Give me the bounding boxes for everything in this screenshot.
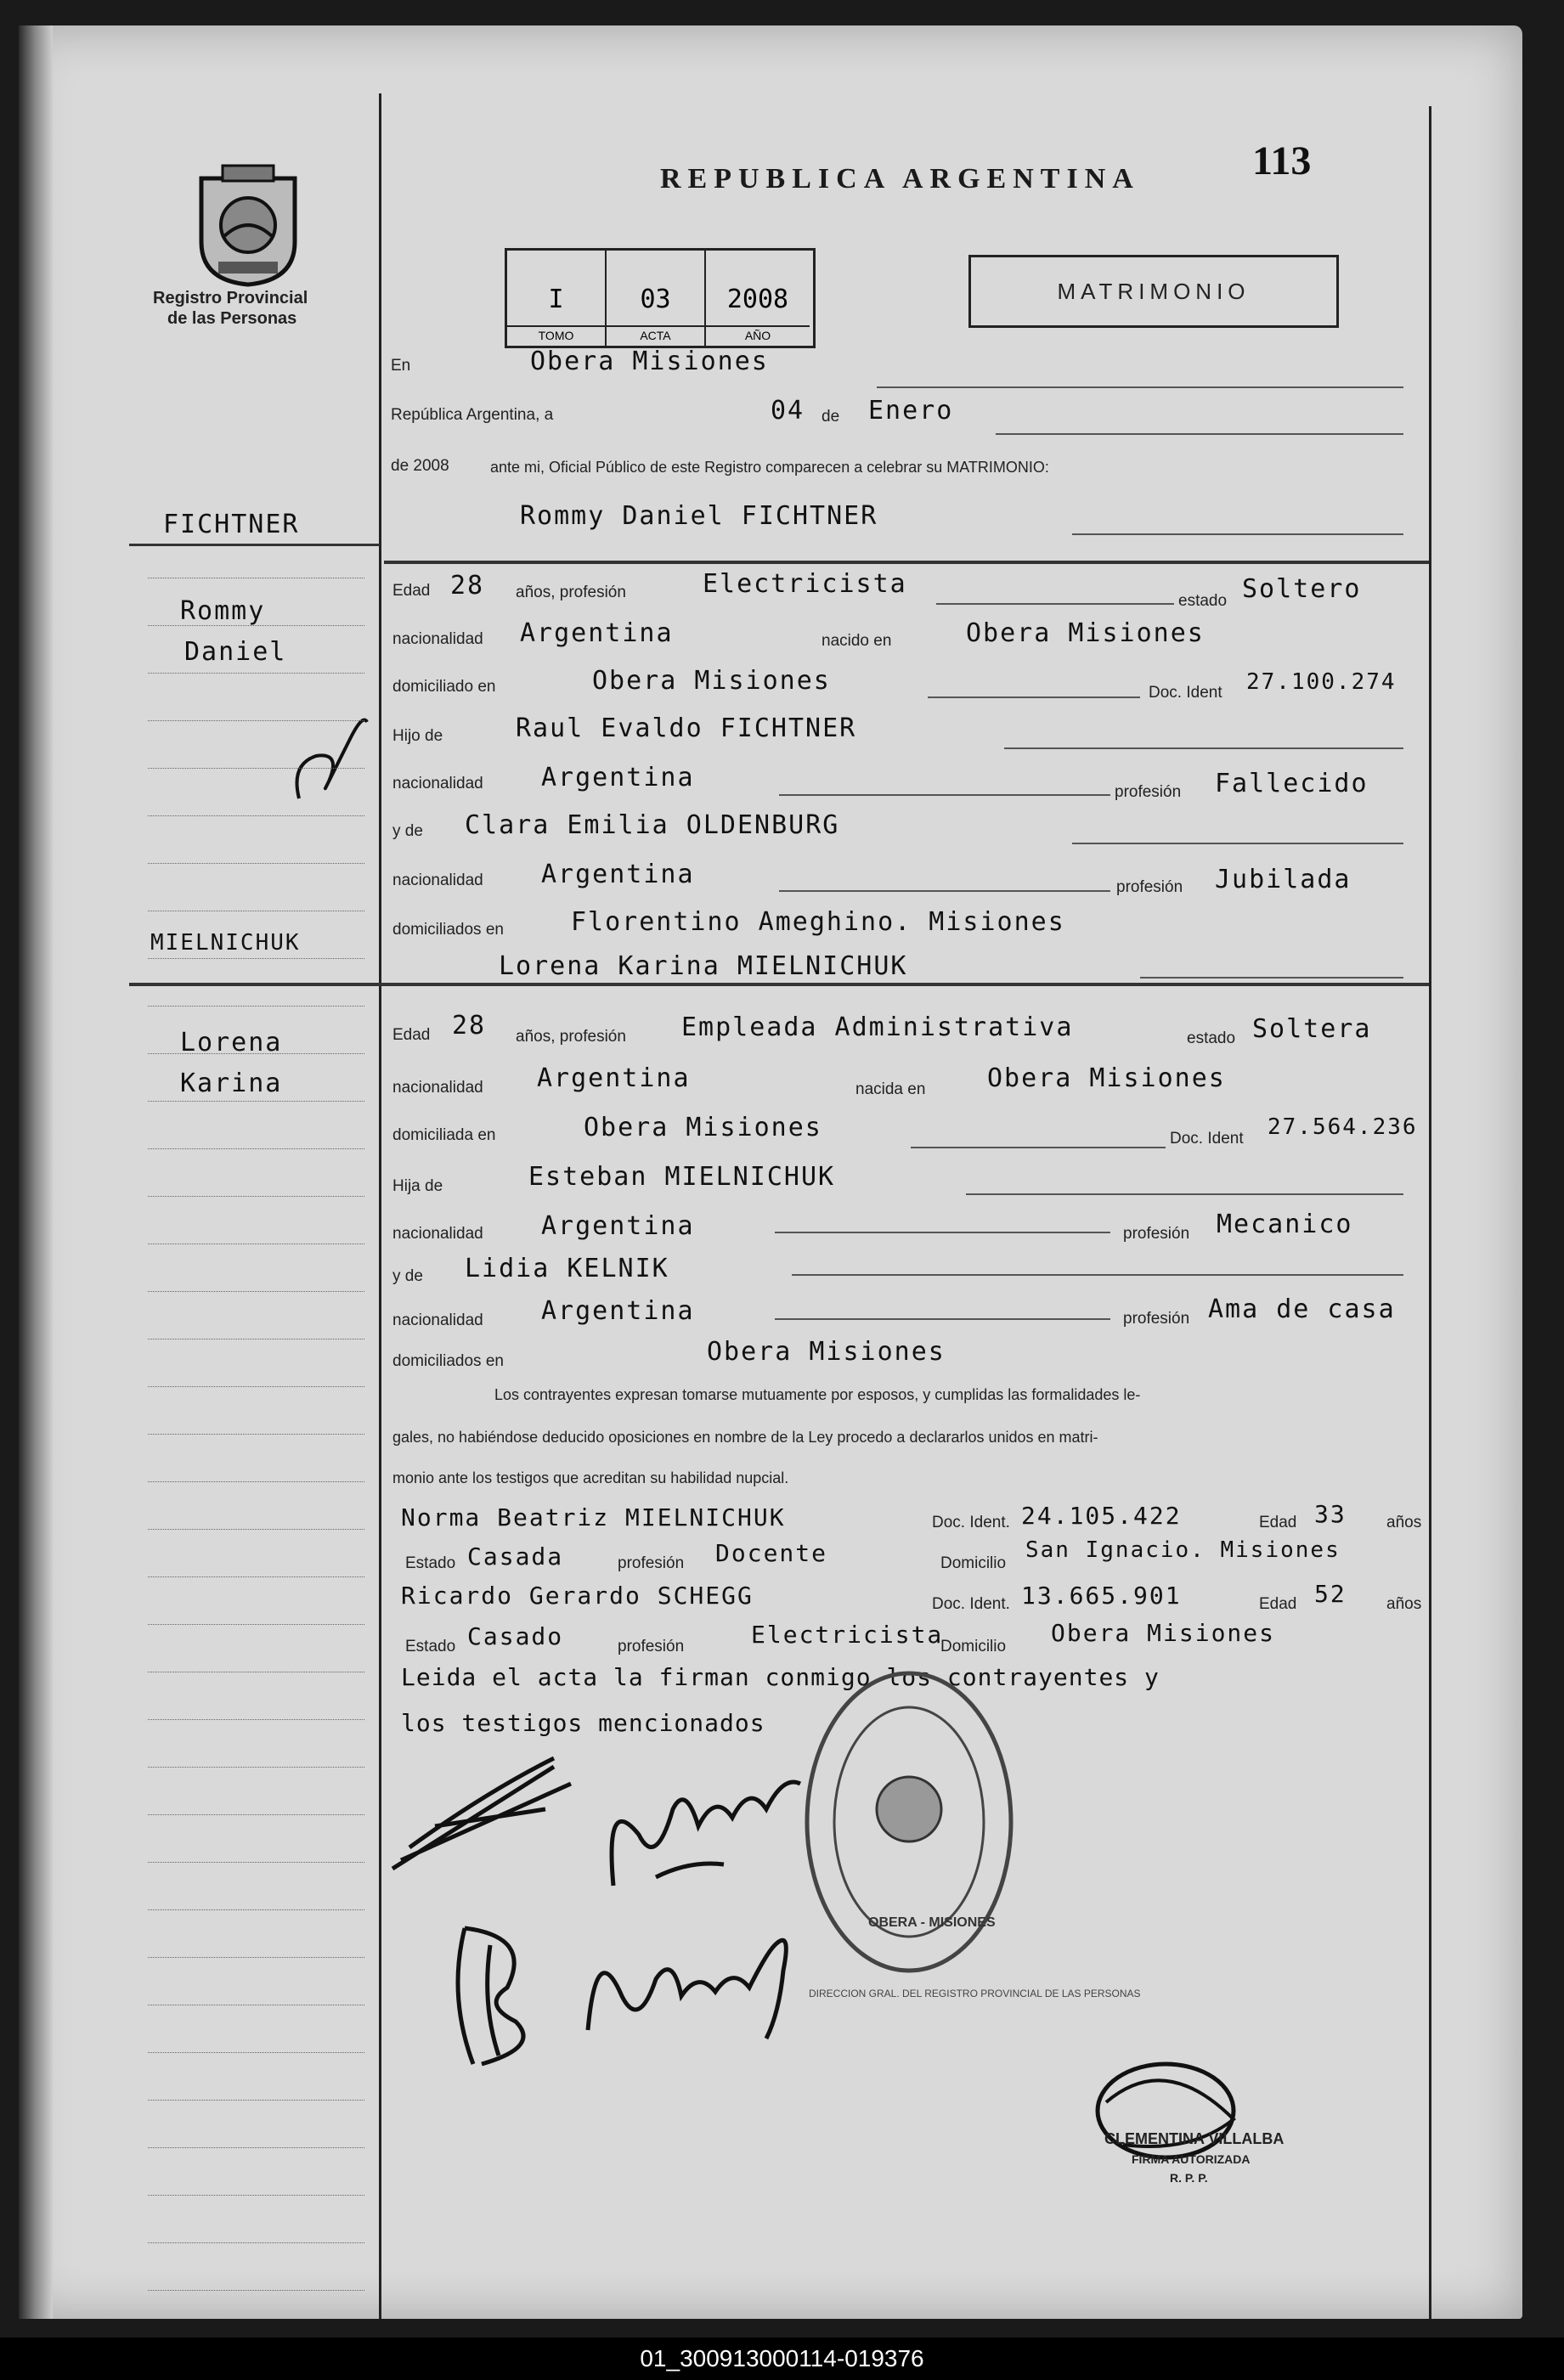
groom-mother-nac-label: nacionalidad (392, 871, 483, 889)
bride-age: 28 (452, 1011, 487, 1041)
witness1-profession: Docente (715, 1539, 828, 1567)
intro-place: Obera Misiones (530, 347, 769, 376)
bride-father: Esteban MIELNICHUK (528, 1162, 836, 1192)
ruling-line (148, 625, 364, 626)
bride-mother-profession: Ama de casa (1208, 1294, 1396, 1324)
intro-month: Enero (868, 396, 954, 426)
ruling-line (148, 1386, 364, 1387)
document-title: REPUBLICA ARGENTINA (660, 163, 1140, 195)
groom-yde-label: y de (392, 822, 423, 840)
ruling-line (148, 2242, 364, 2243)
witness2-age: 52 (1314, 1580, 1347, 1608)
official-stamp (799, 1665, 1019, 1979)
ruling-line (148, 2052, 364, 2053)
bride-father-nac-label: nacionalidad (392, 1225, 483, 1243)
witness1-anos-label: años (1386, 1514, 1422, 1531)
groom-doms-label: domiciliados en (392, 921, 504, 939)
crossed-signature (384, 1733, 596, 1886)
officer-title: FIRMA AUTORIZADA (1132, 2152, 1251, 2166)
groom-nacido-label: nacido en (822, 632, 892, 650)
groom-father: Raul Evaldo FICHTNER (516, 713, 857, 743)
witness2-signature (431, 1911, 558, 2081)
ruling-line (148, 1148, 364, 1149)
ruling-line (148, 1957, 364, 1958)
bride-father-profession: Mecanico (1217, 1210, 1353, 1239)
record-type-box: MATRIMONIO (968, 255, 1339, 328)
ruling-line (148, 1624, 364, 1625)
ruling-line (148, 1719, 364, 1720)
bride-yde-label: y de (392, 1267, 423, 1285)
bride-doc-label: Doc. Ident (1170, 1130, 1244, 1148)
ruling-line (148, 1196, 364, 1197)
year-label: de 2008 (391, 457, 449, 475)
groom-nac-label: nacionalidad (392, 630, 483, 648)
groom-estado-label: estado (1178, 592, 1228, 610)
groom-father-profession: Fallecido (1215, 769, 1369, 798)
witness2-prof-label: profesión (618, 1638, 685, 1655)
witness1-domicilio-label: Domicilio (940, 1554, 1007, 1572)
intro-text: ante mi, Oficial Público de este Registro comparecen a celebrar su MATRIMONIO: (490, 459, 1049, 476)
ruling-line (148, 1529, 364, 1530)
groom-dom-label: domiciliado en (392, 678, 496, 696)
witness1-estado-label: Estado (405, 1554, 456, 1572)
closing-line2: los testigos mencionados (401, 1709, 765, 1737)
intro-day: 04 (771, 396, 805, 426)
witness1-name: Norma Beatriz MIELNICHUK (401, 1503, 786, 1531)
margin-bride-surname: MIELNICHUK (150, 930, 301, 956)
ruling-line (148, 1481, 364, 1482)
registry-name-2: de las Personas (167, 309, 297, 328)
groom-parents-domicile: Florentino Ameghino. Misiones (571, 907, 1065, 937)
bride-mother: Lidia KELNIK (465, 1254, 669, 1283)
officer-name: CLEMENTINA VILLALBA (1104, 2130, 1285, 2147)
ruling-line (148, 2100, 364, 2101)
declaration-line3: monio ante los testigos que acreditan su habilidad nupcial. (392, 1469, 789, 1486)
bride-prof-label: años, profesión (516, 1028, 626, 1046)
witness1-edad-label: Edad (1259, 1514, 1297, 1531)
officer-office: R. P. P. (1170, 2171, 1208, 2185)
witness2-doc: 13.665.901 (1021, 1582, 1182, 1610)
groom-margin-signature (282, 705, 375, 832)
en-label: En (391, 357, 411, 375)
bride-civil-status: Soltera (1252, 1014, 1372, 1044)
bride-father-nationality: Argentina (541, 1211, 695, 1241)
groom-hijo-label: Hijo de (392, 727, 443, 745)
groom-edad-label: Edad (392, 582, 431, 600)
groom-profession: Electricista (703, 569, 907, 599)
witness2-anos-label: años (1386, 1595, 1422, 1613)
province-seal-icon (184, 161, 312, 289)
ruling-line (148, 2147, 364, 2148)
groom-father-prof-label: profesión (1115, 783, 1182, 801)
witness2-edad-label: Edad (1259, 1595, 1297, 1613)
ruling-line (148, 673, 364, 674)
declaration-line1: Los contrayentes expresan tomarse mutuamente por esposos, y cumplidas las formalidades le- (494, 1386, 1141, 1403)
margin-groom-name1: Rommy (180, 596, 266, 626)
bride-father-prof-label: profesión (1123, 1225, 1190, 1243)
bride-full-name: Lorena Karina MIELNICHUK (499, 951, 908, 981)
ruling-line (148, 958, 364, 959)
ruling-line (148, 768, 364, 769)
bride-domicile: Obera Misiones (584, 1113, 822, 1142)
ruling-line (148, 2195, 364, 2196)
ruling-line (148, 720, 364, 721)
groom-mother: Clara Emilia OLDENBURG (465, 810, 840, 840)
tomo-label: TOMO (507, 325, 605, 342)
bride-parents-domicile: Obera Misiones (707, 1337, 946, 1367)
groom-mother-nationality: Argentina (541, 860, 695, 889)
groom-birthplace: Obera Misiones (966, 618, 1205, 648)
ruling-line (148, 1862, 364, 1863)
ruling-line (148, 1576, 364, 1577)
witness2-estado-label: Estado (405, 1638, 456, 1655)
witness2-profession: Electricista (751, 1621, 944, 1649)
groom-prof-label: años, profesión (516, 584, 626, 601)
groom-doc: 27.100.274 (1246, 669, 1397, 695)
witness1-prof-label: profesión (618, 1554, 685, 1572)
groom-civil-status: Soltero (1242, 574, 1362, 604)
acta-value: 03 (640, 285, 671, 314)
tomo-value: I (548, 285, 564, 314)
witness2-name: Ricardo Gerardo SCHEGG (401, 1582, 754, 1610)
witness2-domicile: Obera Misiones (1051, 1619, 1276, 1647)
bride-edad-label: Edad (392, 1026, 431, 1044)
declaration-line2: gales, no habiéndose deducido oposiciones en nombre de la Ley procedo a declararlos unidos en matri- (392, 1429, 1098, 1446)
stamp-text: DIRECCION GRAL. DEL REGISTRO PROVINCIAL DE LAS PERSONAS (809, 1988, 1141, 1999)
ruling-line (148, 1101, 364, 1102)
ruling-line (148, 2290, 364, 2291)
bride-birthplace: Obera Misiones (987, 1063, 1226, 1093)
groom-full-name: Rommy Daniel FICHTNER (520, 501, 878, 531)
ruling-line (148, 863, 364, 864)
ano-label: AÑO (706, 325, 810, 342)
right-border (1429, 106, 1431, 2319)
bride-mother-nac-label: nacionalidad (392, 1311, 483, 1329)
groom-signature (605, 1758, 826, 1911)
ruling-line (148, 1006, 364, 1007)
ruling-line (148, 1814, 364, 1815)
witness1-age: 33 (1314, 1500, 1347, 1528)
witness1-doc-label: Doc. Ident. (932, 1514, 1010, 1531)
stamp-place: OBERA - MISIONES (868, 1915, 996, 1930)
book-spine (19, 25, 53, 2319)
witness1-status: Casada (467, 1542, 564, 1571)
ruling-line (148, 1434, 364, 1435)
bride-doms-label: domiciliados en (392, 1352, 504, 1370)
bride-profession: Empleada Administrativa (681, 1012, 1074, 1042)
groom-nationality: Argentina (520, 618, 674, 648)
margin-groom-surname: FICHTNER (163, 510, 300, 539)
groom-mother-prof-label: profesión (1116, 878, 1183, 896)
acta-label: ACTA (607, 325, 704, 342)
groom-doc-label: Doc. Ident (1149, 684, 1222, 702)
de-label: de (822, 408, 840, 426)
margin-divider (379, 93, 381, 2319)
witness2-doc-label: Doc. Ident. (932, 1595, 1010, 1613)
bride-nac-label: nacionalidad (392, 1079, 483, 1097)
bride-dom-label: domiciliada en (392, 1126, 496, 1144)
republic-label: República Argentina, a (391, 406, 554, 424)
groom-age: 28 (450, 571, 485, 601)
ruling-line (148, 1767, 364, 1768)
groom-father-nac-label: nacionalidad (392, 775, 483, 792)
page-number: 113 (1252, 138, 1312, 183)
witness2-domicilio-label: Domicilio (940, 1638, 1007, 1655)
margin-groom-name2: Daniel (184, 637, 287, 667)
bride-hija-label: Hija de (392, 1177, 443, 1195)
bride-estado-label: estado (1187, 1029, 1236, 1047)
groom-mother-profession: Jubilada (1215, 865, 1352, 894)
image-id-footer: 01_300913000114-019376 (0, 2338, 1564, 2380)
witness1-signature (579, 1920, 817, 2047)
ruling-line (148, 1909, 364, 1910)
bride-mother-prof-label: profesión (1123, 1310, 1190, 1328)
witness2-status: Casado (467, 1622, 564, 1650)
bride-nacida-label: nacida en (855, 1080, 926, 1098)
ruling-line (148, 815, 364, 816)
bride-doc: 27.564.236 (1268, 1114, 1418, 1140)
ruling-line (148, 1053, 364, 1054)
groom-domicile: Obera Misiones (592, 666, 831, 696)
bride-nationality: Argentina (537, 1063, 691, 1093)
margin-bride-name2: Karina (180, 1069, 283, 1098)
register-page (19, 25, 1522, 2319)
volume-box (505, 248, 816, 348)
closing-line1: Leida el acta la firman conmigo los contrayentes y (401, 1663, 1160, 1691)
groom-father-nationality: Argentina (541, 763, 695, 792)
ano-value: 2008 (726, 285, 789, 314)
bride-mother-nationality: Argentina (541, 1296, 695, 1326)
ruling-line (148, 1291, 364, 1292)
margin-bride-name1: Lorena (180, 1028, 283, 1057)
witness1-domicile: San Ignacio. Misiones (1025, 1537, 1341, 1563)
registry-name: Registro Provincial (153, 289, 308, 307)
witness1-doc: 24.105.422 (1021, 1502, 1182, 1530)
